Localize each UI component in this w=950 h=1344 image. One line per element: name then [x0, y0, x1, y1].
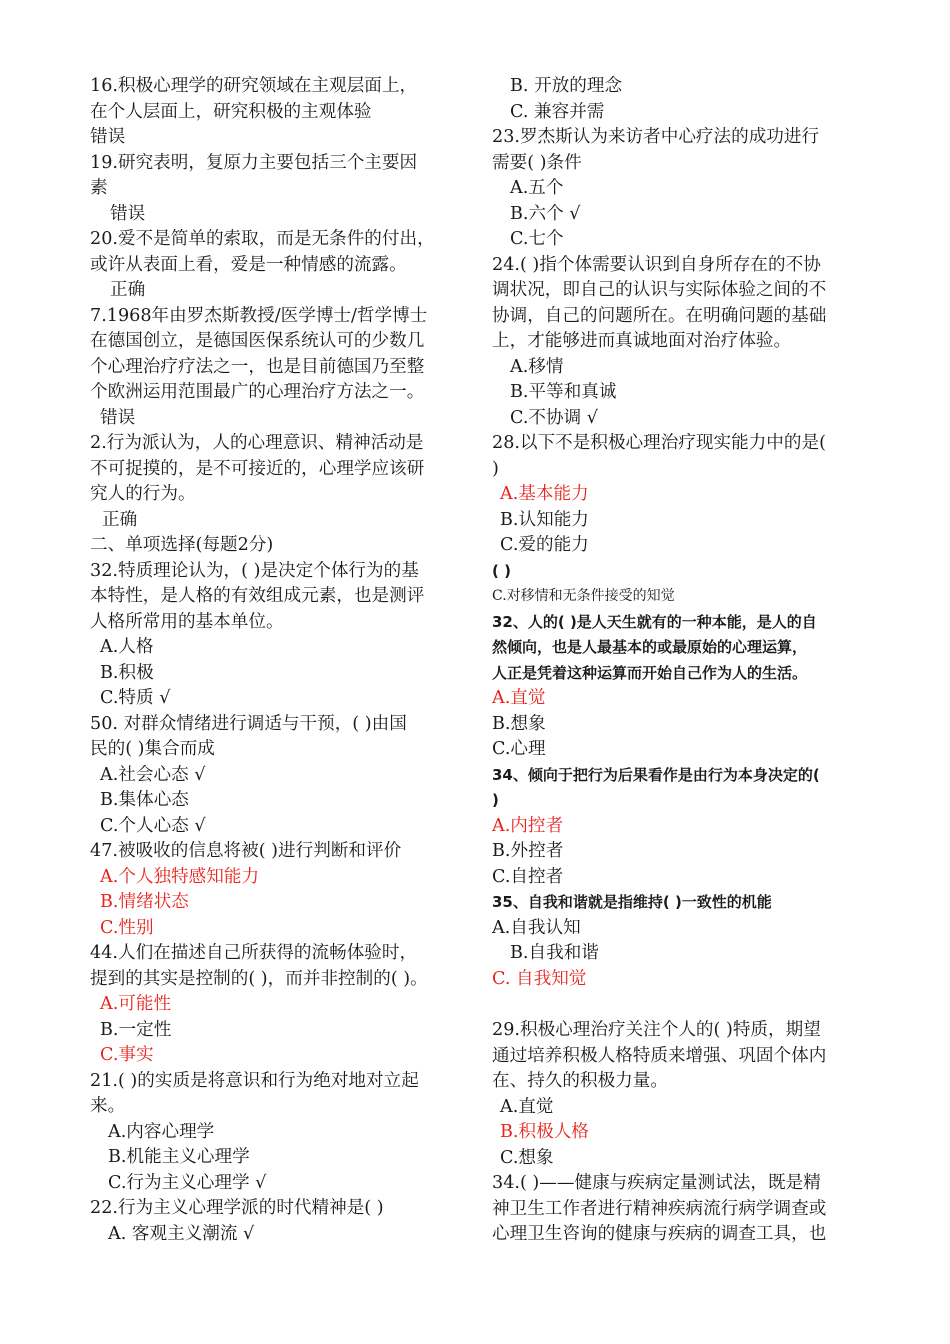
- text-line: 24.( )指个体需要认识到自身所存在的不协: [492, 254, 821, 275]
- text-line: 错误: [110, 203, 146, 224]
- text-line: B.积极: [100, 662, 154, 683]
- text-line: 正确: [110, 280, 146, 300]
- text-line: 民的( )集合而成: [90, 739, 215, 759]
- text-line: B.平等和真诚: [510, 382, 617, 402]
- text-line: A.可能性: [100, 994, 172, 1014]
- text-line: 或许从表面上看，爱是一种情感的流露。: [90, 254, 407, 275]
- text-line: 个心理治疗疗法之一，也是目前德国乃至整: [90, 356, 425, 377]
- text-line: 34.( )——健康与疾病定量测试法，既是精: [492, 1173, 821, 1193]
- text-line: A.内控者: [492, 815, 564, 836]
- text-line: 二、单项选择(每题2分): [90, 535, 274, 555]
- text-line: A.直觉: [492, 688, 546, 708]
- text-line: 错误: [100, 407, 136, 428]
- text-line: C. 自我知觉: [492, 968, 587, 989]
- text-line: C.对移情和无条件接受的知觉: [492, 588, 675, 604]
- text-line: 20.爱不是简单的索取，而是无条件的付出，: [90, 229, 435, 249]
- text-line: C.想象: [500, 1147, 554, 1168]
- text-line: 44.人们在描述自己所获得的流畅体验时，: [90, 943, 418, 963]
- text-line: B.情绪状态: [100, 892, 189, 912]
- left-column: [90, 74, 475, 1247]
- text-line: 23.罗杰斯认为来访者中心疗法的成功进行: [492, 127, 820, 147]
- text-line: A.移情: [510, 356, 564, 377]
- text-line: 协调，自己的问题所在。在明确问题的基础: [492, 305, 827, 326]
- text-line: 7.1968年由罗杰斯教授/医学博士/哲学博士: [90, 305, 428, 326]
- text-line: B.认知能力: [500, 509, 589, 530]
- text-line: A.自我认知: [492, 917, 581, 938]
- text-line: A.社会心态 √: [100, 764, 206, 785]
- text-line: B.机能主义心理学: [108, 1147, 250, 1167]
- text-line: 34、倾向于把行为后果看作是由行为本身决定的(: [492, 765, 820, 784]
- text-line: 通过培养积极人格特质来增强、巩固个体内: [492, 1045, 827, 1066]
- text-line: 16.积极心理学的研究领域在主观层面上，: [90, 76, 418, 96]
- text-line: 上，才能够进而真诚地面对治疗体验。: [492, 331, 792, 351]
- text-line: C.七个: [510, 229, 564, 249]
- text-line: A.五个: [510, 178, 564, 198]
- text-line: 究人的行为。: [90, 484, 196, 504]
- text-line: 素: [90, 178, 108, 198]
- text-line: B.想象: [492, 713, 546, 734]
- text-line: ): [492, 458, 499, 479]
- text-line: C.心理: [492, 739, 546, 759]
- text-line: A.个人独特感知能力: [100, 866, 260, 887]
- text-line: 调状况，即自己的认识与实际体验之间的不: [492, 280, 827, 300]
- text-line: ): [492, 791, 499, 809]
- text-line: A.内容心理学: [108, 1121, 215, 1142]
- text-line: B.自我和谐: [510, 943, 599, 963]
- text-line: 需要( )条件: [492, 152, 582, 173]
- text-line: C.行为主义心理学 √: [108, 1172, 267, 1193]
- text-line: C. 兼容并需: [510, 101, 605, 122]
- text-line: C.不协调 √: [510, 407, 599, 428]
- text-line: 错误: [90, 127, 126, 147]
- text-line: B.六个 √: [510, 203, 581, 224]
- text-line: 不可捉摸的，是不可接近的，心理学应该研: [90, 458, 425, 479]
- text-line: A.基本能力: [500, 484, 589, 504]
- text-line: 在、持久的积极力量。: [492, 1071, 668, 1091]
- text-line: 提到的其实是控制的( )，而并非控制的( )。: [90, 968, 428, 989]
- text-line: 心理卫生咨询的健康与疾病的调查工具，也: [492, 1224, 827, 1244]
- text-line: [492, 992, 867, 1018]
- text-line: 50. 对群众情绪进行调适与干预，( )由国: [90, 713, 407, 734]
- text-line: 32、人的( )是人天生就有的一种本能，是人的自: [492, 612, 817, 631]
- text-line: C.性别: [100, 917, 154, 938]
- text-line: 47.被吸收的信息将被( )进行判断和评价: [90, 841, 402, 861]
- text-line: 在个人层面上，研究积极的主观体验: [90, 101, 372, 122]
- text-line: B.外控者: [492, 841, 564, 861]
- text-line: 21.( )的实质是将意识和行为绝对地对立起: [90, 1070, 419, 1091]
- text-line: C.自控者: [492, 866, 564, 887]
- text-line: C.个人心态 √: [100, 815, 206, 836]
- text-line: B.一定性: [100, 1019, 172, 1040]
- text-line: 29.积极心理治疗关注个人的( )特质，期望: [492, 1020, 821, 1040]
- text-line: C.特质 √: [100, 688, 171, 708]
- text-line: C.事实: [100, 1045, 154, 1065]
- text-line: 32.特质理论认为，( )是决定个体行为的基: [90, 560, 419, 581]
- text-line: 人正是凭着这种运算而开始自己作为人的生活。: [492, 663, 808, 682]
- text-line: C.爱的能力: [500, 535, 589, 555]
- text-line: 来。: [90, 1096, 126, 1116]
- text-line: A.人格: [100, 637, 154, 657]
- text-line: B.集体心态: [100, 790, 189, 810]
- text-line: B. 开放的理念: [510, 76, 623, 96]
- text-line: ( ): [492, 561, 511, 580]
- text-line: 35、自我和谐就是指维持( )一致性的机能: [492, 893, 772, 911]
- text-line: A.直觉: [500, 1096, 554, 1117]
- text-line: 19.研究表明，复原力主要包括三个主要因: [90, 152, 418, 173]
- text-line: 然倾向，也是人最基本的或最原始的心理运算，: [492, 638, 808, 656]
- text-line: A. 客观主义潮流 √: [108, 1223, 255, 1244]
- text-line: B.积极人格: [500, 1122, 589, 1142]
- text-line: 神卫生工作者进行精神疾病流行病学调查或: [492, 1198, 827, 1219]
- text-line: 2.行为派认为，人的心理意识、精神活动是: [90, 433, 424, 453]
- text-line: 22.行为主义心理学派的时代精神是( ): [90, 1198, 384, 1218]
- text-line: 个欧洲运用范围最广的心理治疗方法之一。: [90, 382, 425, 402]
- text-line: 在德国创立，是德国医保系统认可的少数几: [90, 331, 425, 351]
- text-line: 本特性，是人格的有效组成元素，也是测评: [90, 586, 425, 606]
- text-line: 正确: [102, 509, 138, 530]
- text-line: 28.以下不是积极心理治疗现实能力中的是(: [492, 433, 826, 453]
- text-line: 人格所常用的基本单位。: [90, 611, 284, 632]
- right-column: [492, 74, 867, 1248]
